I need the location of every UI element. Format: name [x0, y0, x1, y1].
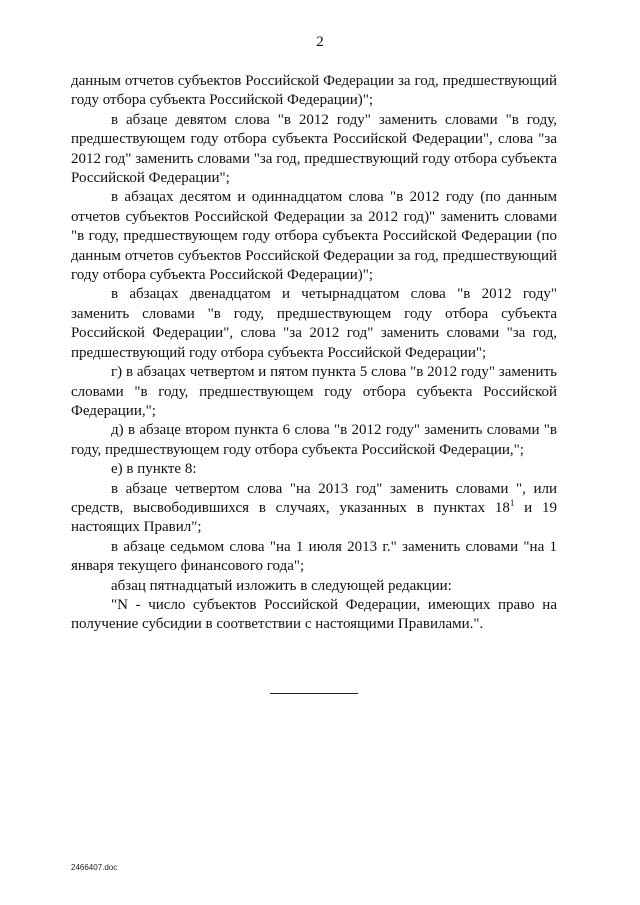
paragraph-10: абзац пятнадцатый изложить в следующей редакции:: [111, 577, 452, 594]
paragraph-8-text-before: в абзаце четвертом слова "на 2013 год" заменить словами ", или средств, высвободившихся в случаях, указанных в пунктах 18: [71, 480, 557, 516]
paragraph-5: г) в абзацах четвертом и пятом пункта 5 слова "в 2012 году" заменить словами "в году, предшествующем году отбора субъекта Российской Федерации,";: [71, 364, 557, 419]
paragraph-9: в абзаце седьмом слова "на 1 июля 2013 г." заменить словами "на 1 января текущего финансового года";: [71, 538, 557, 575]
footnote-superscript: 1: [509, 497, 515, 508]
paragraph-8: [71, 480, 557, 538]
paragraph-1: данным отчетов субъектов Российской Федерации за год, предшествующий году отбора субъекта Российской Федерации)";: [71, 73, 557, 109]
paragraph-7: е) в пункте 8:: [111, 461, 197, 478]
page-number: 2: [316, 34, 324, 50]
end-divider-line: [270, 693, 358, 694]
document-body: [71, 72, 557, 635]
paragraph-2: в абзаце девятом слова "в 2012 году" заменить словами "в году, предшествующем году отбора субъекта Российской Федерации", слова "за 2012 год" заменить словами "за год, предшествующий году отбора субъекта Российской Федерации";: [71, 111, 557, 187]
paragraph-4: в абзацах двенадцатом и четырнадцатом слова "в 2012 году" заменить словами "в году, предшествующем году отбора субъекта Российской Федерации", слова "за 2012 год" заменить словами "за год, предшествующий году отбора субъекта Российской Федерации";: [71, 286, 557, 361]
paragraph-8-text-after: и 19 настоящих Правил";: [71, 499, 557, 536]
footer-document-code: 2466407.doc: [71, 863, 118, 872]
paragraph-6: д) в абзаце втором пункта 6 слова "в 2012 году" заменить словами "в году, предшествующем году отбора субъекта Российской Федерации,";: [71, 422, 557, 458]
paragraph-11: "N - число субъектов Российской Федерации, имеющих право на получение субсидии в соответствии с настоящими Правилами.".: [71, 596, 557, 633]
paragraph-3: в абзацах десятом и одиннадцатом слова "в 2012 году (по данным отчетов субъектов Российской Федерации за 2012 год)" заменить словами "в году, предшествующем году отбора субъекта Российской Федерации (по данным отчетов субъектов Российской Федерации за год, предшествующий году отбора субъекта Российской Федерации)";: [71, 189, 557, 284]
